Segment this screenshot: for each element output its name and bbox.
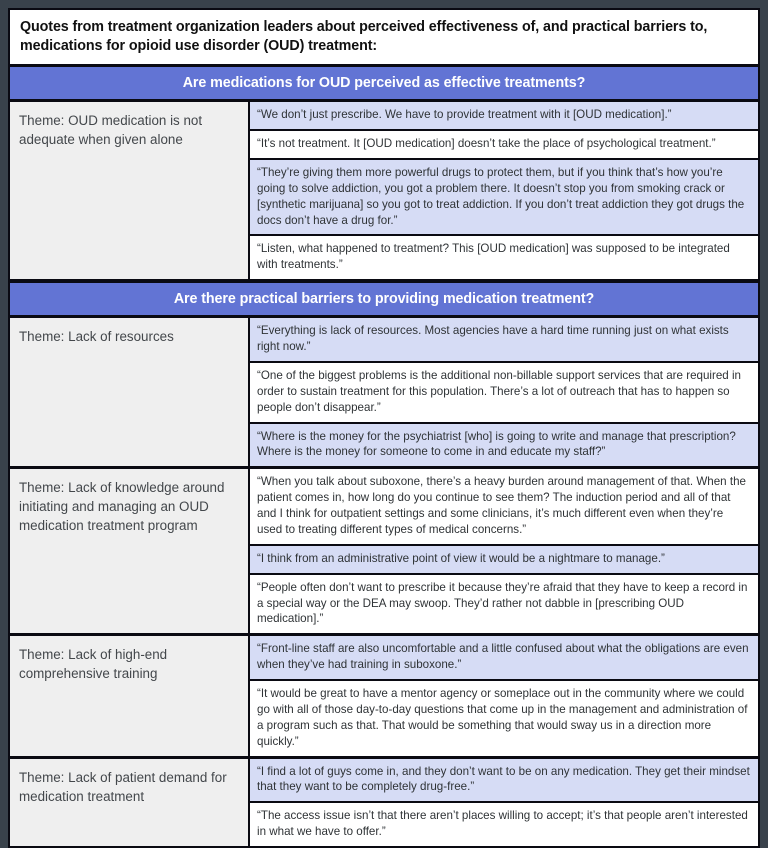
quote-cell: “It would be great to have a mentor agency or someplace out in the community where we could go with all of those day-to-day questions that come up in the management and administration of a program such as that. That would be something that would sway us in a direction more quickly.” bbox=[250, 681, 758, 756]
quote-cell: “The access issue isn’t that there aren’t places willing to accept; it’s that people aren’t interested in what we have to offer.” bbox=[250, 803, 758, 846]
theme-label: Theme: OUD medication is not adequate when given alone bbox=[10, 102, 250, 279]
quotes-column bbox=[250, 102, 758, 279]
quote-cell: “One of the biggest problems is the additional non-billable support services that are required in order to sustain treatment for this population. There’s a lot of outreach that has to happen so people don’t disappear.” bbox=[250, 363, 758, 424]
quote-cell: “Front-line staff are also uncomfortable and a little confused about what the obligations are even when they’ve had training in suboxone.” bbox=[250, 636, 758, 681]
page-title: Quotes from treatment organization leaders about perceived effectiveness of, and practical barriers to, medications for opioid use disorder (OUD) treatment: bbox=[20, 19, 708, 54]
theme-label: Theme: Lack of patient demand for medication treatment bbox=[10, 759, 250, 847]
theme-label: Theme: Lack of knowledge around initiating and managing an OUD medication treatment program bbox=[10, 469, 250, 633]
sections-container bbox=[10, 67, 758, 846]
quote-cell: “It’s not treatment. It [OUD medication] doesn’t take the place of psychological treatment.” bbox=[250, 131, 758, 160]
theme-block bbox=[10, 469, 758, 636]
theme-block bbox=[10, 636, 758, 758]
quote-cell: “When you talk about suboxone, there’s a heavy burden around management of that. When the patient comes in, how long do you continue to see them? The induction period and all of that and I think for outpatient settings and some clinicians, it’s much different even when they’re used to treating different types of medical concerns.” bbox=[250, 469, 758, 546]
quote-cell: “Where is the money for the psychiatrist [who] is going to write and manage that prescription? Where is the money for someone to come in and educate my staff?” bbox=[250, 424, 758, 467]
quotes-column bbox=[250, 318, 758, 466]
quotes-column bbox=[250, 759, 758, 847]
theme-label: Theme: Lack of high-end comprehensive training bbox=[10, 636, 250, 755]
theme-block bbox=[10, 759, 758, 847]
table-title-row bbox=[10, 10, 758, 67]
quotes-column bbox=[250, 469, 758, 633]
theme-block bbox=[10, 318, 758, 469]
quote-cell: “People often don’t want to prescribe it because they’re afraid that they have to keep a record in a special way or the DEA may swoop. They’d rather not dabble in [prescribing OUD medication].” bbox=[250, 575, 758, 634]
quote-cell: “I think from an administrative point of view it would be a nightmare to manage.” bbox=[250, 546, 758, 575]
section-header: Are medications for OUD perceived as effective treatments? bbox=[10, 67, 758, 102]
quote-cell: “We don’t just prescribe. We have to provide treatment with it [OUD medication].” bbox=[250, 102, 758, 131]
section-header: Are there practical barriers to providing medication treatment? bbox=[10, 282, 758, 318]
quotes-table bbox=[8, 8, 760, 848]
quote-cell: “Everything is lack of resources. Most agencies have a hard time running just on what exists right now.” bbox=[250, 318, 758, 363]
quotes-column bbox=[250, 636, 758, 755]
quote-cell: “I find a lot of guys come in, and they don’t want to be on any medication. They get their mindset that they want to be completely drug-free.” bbox=[250, 759, 758, 804]
quote-cell: “Listen, what happened to treatment? This [OUD medication] was supposed to be integrated with treatments.” bbox=[250, 236, 758, 279]
quote-cell: “They’re giving them more powerful drugs to protect them, but if you think that’s how you’re going to solve addiction, you got a problem there. It doesn’t stop you from smoking crack or [synthetic marijuana] so you got to treat addiction. If you don’t treat addiction they got drugs the docs don’t have a drug for.” bbox=[250, 160, 758, 237]
theme-block bbox=[10, 102, 758, 282]
theme-label: Theme: Lack of resources bbox=[10, 318, 250, 466]
